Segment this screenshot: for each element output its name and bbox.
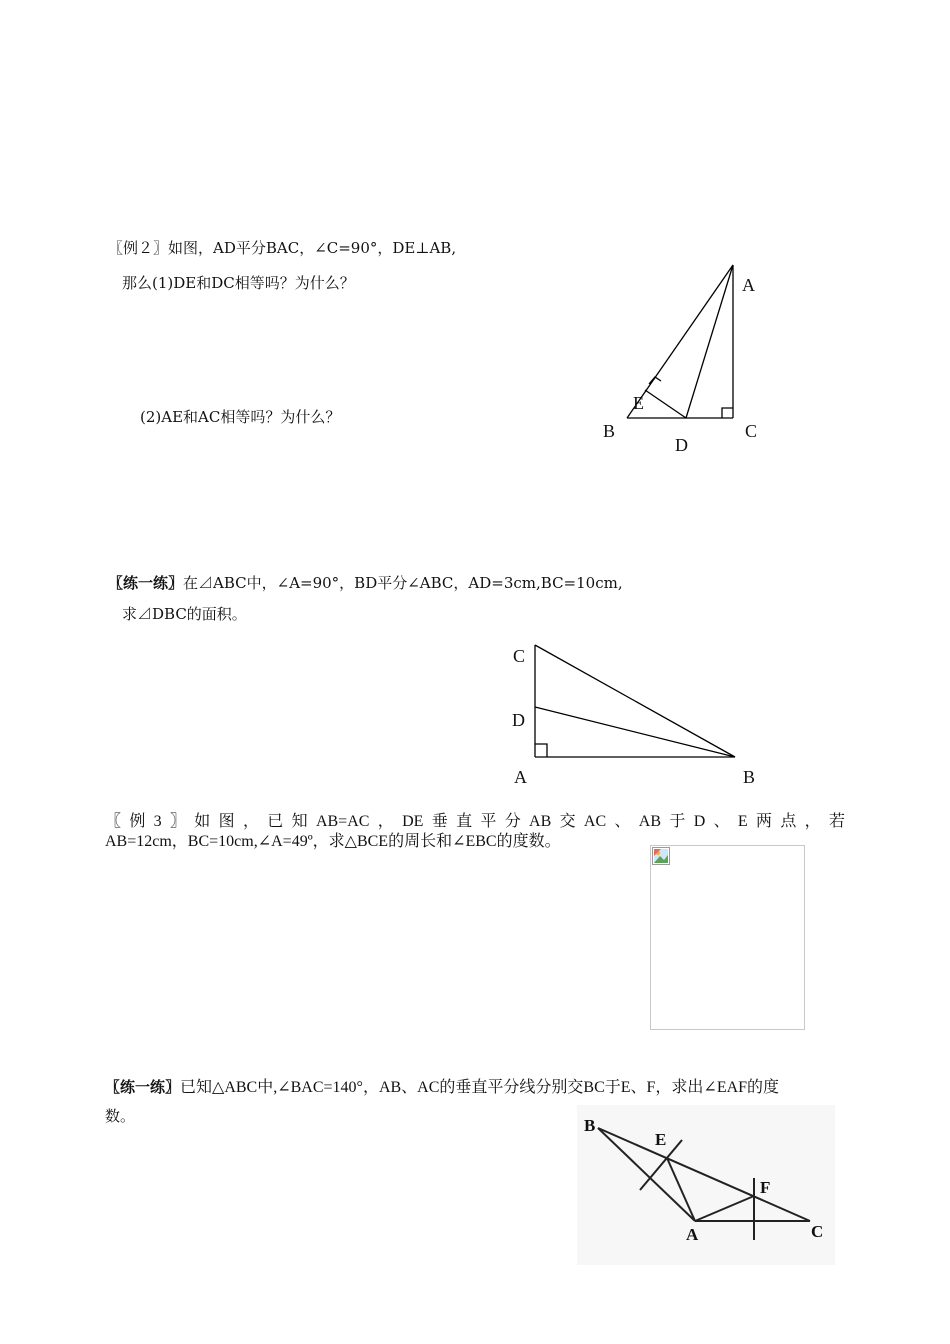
- practice2-line2: 数。: [105, 1107, 136, 1125]
- practice1-line2: 求⊿DBC的面积。: [122, 605, 247, 623]
- fig3-label-B: B: [584, 1116, 596, 1135]
- example3-line2: AB=12cm，BC=10cm,∠A=49º，求△BCE的周长和∠EBC的度数。: [105, 833, 561, 850]
- practice1-tag: 〖练一练〗: [108, 574, 184, 592]
- example2-header: 〖例２〗如图，AD平分BAC，∠C=90°，DE⊥AB,: [108, 239, 457, 257]
- fig2-label-A: A: [514, 767, 527, 787]
- fig3-label-A: A: [686, 1225, 699, 1244]
- fig2-label-D: D: [512, 710, 525, 730]
- practice2-text: 已知△ABC中,∠BAC=140°，AB、AC的垂直平分线分别交BC于E、F，求出∠EAF的度: [180, 1079, 780, 1096]
- fig1-label-E: E: [633, 393, 644, 413]
- fig1-label-B: B: [603, 421, 616, 441]
- fig2-label-C: C: [513, 646, 526, 666]
- fig3-label-E: E: [655, 1130, 667, 1149]
- fig1-label-D: D: [675, 435, 688, 455]
- fig1-label-A: A: [742, 275, 755, 295]
- fig1-label-C: C: [745, 421, 758, 441]
- practice1-text: 在⊿ABC中，∠A=90°，BD平分∠ABC，AD=3cm,BC=10cm,: [183, 574, 623, 592]
- practice2-tag: 〖练一练〗: [105, 1078, 181, 1096]
- fig3-label-F: F: [760, 1178, 771, 1197]
- example3-line1: 〖例3〗如图，已知AB=AC，DE垂直平分AB交AC、AB于D、E两点，若: [105, 813, 845, 830]
- fig3-label-C: C: [811, 1222, 824, 1241]
- example2-question-2: (2)AE和AC相等吗？为什么？: [140, 408, 341, 426]
- fig2-label-B: B: [743, 767, 756, 787]
- example2-question-1: 那么(1)DE和DC相等吗？为什么？: [122, 274, 355, 292]
